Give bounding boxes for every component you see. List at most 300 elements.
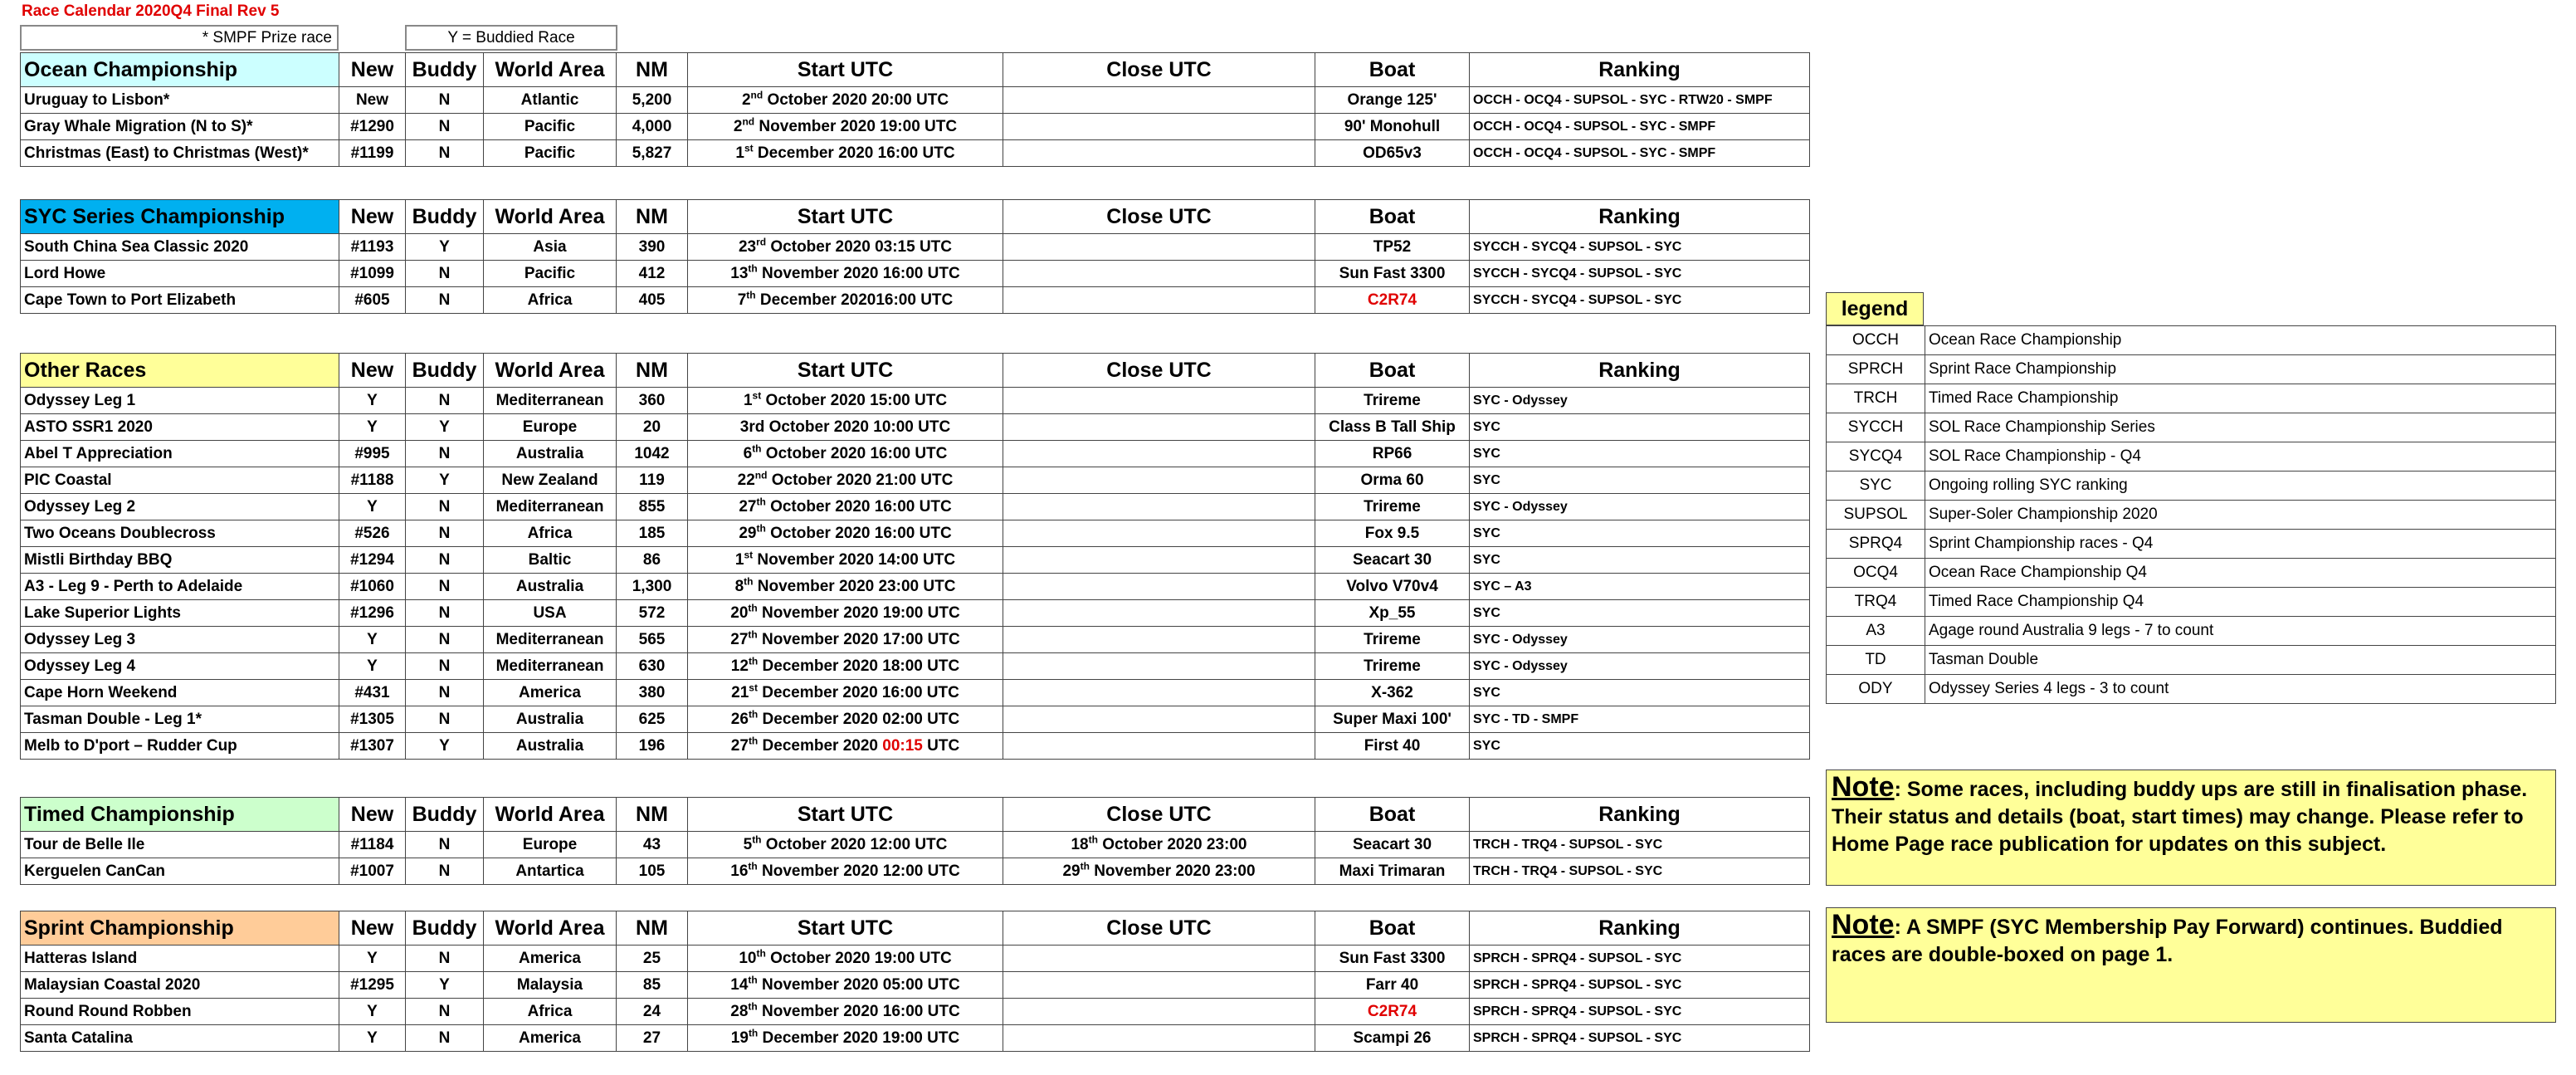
- boat: TP52: [1315, 234, 1470, 261]
- start-utc: [688, 261, 1003, 287]
- start-day: 16: [730, 862, 749, 880]
- section-header-row: [21, 354, 1810, 388]
- legend-code: SPRCH: [1827, 355, 1925, 384]
- distance-nm: 412: [617, 261, 688, 287]
- new-id: Y: [339, 1025, 406, 1052]
- distance-nm: 196: [617, 733, 688, 760]
- legend-row: [1827, 617, 2556, 646]
- start-text: November 2020 17:00 UTC: [757, 630, 960, 648]
- start-text: October 2020 19:00 UTC: [765, 949, 952, 967]
- start-ordinal: st: [744, 549, 754, 561]
- buddy-flag: N: [406, 114, 484, 140]
- column-header: Boat: [1315, 911, 1470, 946]
- new-id: Y: [339, 494, 406, 520]
- new-id: #1007: [339, 858, 406, 885]
- start-utc: [688, 574, 1003, 600]
- column-header: Ranking: [1470, 798, 1810, 832]
- boat: Volvo V70v4: [1315, 574, 1470, 600]
- legend-code: OCCH: [1827, 326, 1925, 355]
- buddy-flag: N: [406, 1025, 484, 1052]
- close-utc: [1003, 972, 1315, 999]
- boat: Seacart 30: [1315, 547, 1470, 574]
- column-header: New: [339, 200, 406, 234]
- column-header: Start UTC: [688, 798, 1003, 832]
- column-header: World Area: [484, 53, 617, 87]
- column-header: Buddy: [406, 53, 484, 87]
- new-id: #431: [339, 680, 406, 706]
- ranking: SYC: [1470, 547, 1810, 574]
- race-row: [21, 388, 1810, 414]
- close-utc: [1003, 494, 1315, 520]
- column-header: Ranking: [1470, 911, 1810, 946]
- race-name: Hatteras Island: [21, 946, 339, 972]
- start-utc: [688, 600, 1003, 627]
- start-utc: [688, 494, 1003, 520]
- world-area: Europe: [484, 414, 617, 441]
- boat: Sun Fast 3300: [1315, 946, 1470, 972]
- start-ordinal: rd: [756, 236, 767, 248]
- column-header: NM: [617, 200, 688, 234]
- world-area: Pacific: [484, 140, 617, 167]
- buddy-flag: N: [406, 441, 484, 467]
- distance-nm: 360: [617, 388, 688, 414]
- start-day: 1: [743, 391, 753, 409]
- close-utc: [1003, 832, 1315, 858]
- start-ordinal: th: [748, 602, 758, 614]
- buddy-flag: Y: [406, 467, 484, 494]
- distance-nm: 24: [617, 999, 688, 1025]
- prize-race-key: * SMPF Prize race: [20, 25, 339, 51]
- race-row: [21, 946, 1810, 972]
- start-day: 27: [730, 630, 749, 648]
- note-label: Note: [1832, 771, 1895, 803]
- start-day: 7: [737, 291, 747, 309]
- world-area: Baltic: [484, 547, 617, 574]
- distance-nm: 565: [617, 627, 688, 653]
- sprint-championship-table: [20, 911, 1810, 1052]
- start-text: November 2020 16:00 UTC: [757, 264, 960, 282]
- buddy-flag: N: [406, 287, 484, 314]
- start-day: 10: [739, 949, 757, 967]
- legend-row: [1827, 442, 2556, 472]
- legend-description: Sprint Championship races - Q4: [1925, 530, 2556, 559]
- start-utc: [688, 972, 1003, 999]
- column-header: NM: [617, 798, 688, 832]
- new-id: #1305: [339, 706, 406, 733]
- start-ordinal: st: [752, 389, 762, 402]
- close-utc: [1003, 1025, 1315, 1052]
- legend-description: Super-Soler Championship 2020: [1925, 501, 2556, 530]
- column-header: New: [339, 53, 406, 87]
- legend-row: [1827, 501, 2556, 530]
- race-name: Two Oceans Doublecross: [21, 520, 339, 547]
- ranking: SYC: [1470, 733, 1810, 760]
- close-utc: [1003, 87, 1315, 114]
- column-header: New: [339, 911, 406, 946]
- race-row: [21, 467, 1810, 494]
- ranking: SYC: [1470, 467, 1810, 494]
- start-text: October 2020 15:00 UTC: [761, 391, 948, 409]
- start-text: November 2020 19:00 UTC: [757, 603, 960, 622]
- close-utc: [1003, 999, 1315, 1025]
- start-day: 26: [730, 710, 749, 728]
- world-area: Africa: [484, 287, 617, 314]
- start-text: November 2020 05:00 UTC: [757, 975, 960, 994]
- start-text: October 2020 20:00 UTC: [763, 90, 949, 109]
- world-area: America: [484, 1025, 617, 1052]
- ranking: SPRCH - SPRQ4 - SUPSOL - SYC: [1470, 1025, 1810, 1052]
- start-utc: [688, 706, 1003, 733]
- world-area: Mediterranean: [484, 627, 617, 653]
- boat: X-362: [1315, 680, 1470, 706]
- ranking: SYC: [1470, 520, 1810, 547]
- close-utc: [1003, 627, 1315, 653]
- race-row: [21, 261, 1810, 287]
- world-area: Mediterranean: [484, 388, 617, 414]
- ranking: SYC - Odyssey: [1470, 494, 1810, 520]
- start-utc: [688, 114, 1003, 140]
- new-id: Y: [339, 999, 406, 1025]
- column-header: New: [339, 798, 406, 832]
- start-text: December 2020 02:00 UTC: [758, 710, 960, 728]
- close-utc: [1003, 653, 1315, 680]
- boat: C2R74: [1315, 287, 1470, 314]
- start-text: November 2020 19:00 UTC: [754, 117, 958, 135]
- timed-championship-table: [20, 797, 1810, 885]
- buddy-flag: N: [406, 946, 484, 972]
- buddy-flag: N: [406, 627, 484, 653]
- boat: Fox 9.5: [1315, 520, 1470, 547]
- start-utc: [688, 234, 1003, 261]
- start-utc: [688, 414, 1003, 441]
- distance-nm: 25: [617, 946, 688, 972]
- legend-title: legend: [1826, 292, 1924, 325]
- column-header: Start UTC: [688, 53, 1003, 87]
- legend-code: A3: [1827, 617, 1925, 646]
- new-id: #1060: [339, 574, 406, 600]
- buddy-flag: N: [406, 87, 484, 114]
- distance-nm: 85: [617, 972, 688, 999]
- start-day: 12: [730, 657, 749, 675]
- world-area: Malaysia: [484, 972, 617, 999]
- start-day: 8: [734, 577, 744, 595]
- boat: 90' Monohull: [1315, 114, 1470, 140]
- legend-row: [1827, 413, 2556, 442]
- ranking: SYC: [1470, 414, 1810, 441]
- close-utc: [1003, 600, 1315, 627]
- ranking: SYC: [1470, 441, 1810, 467]
- ranking: TRCH - TRQ4 - SUPSOL - SYC: [1470, 832, 1810, 858]
- boat: C2R74: [1315, 999, 1470, 1025]
- world-area: Antartica: [484, 858, 617, 885]
- close-utc: [1003, 680, 1315, 706]
- legend-code: ODY: [1827, 675, 1925, 704]
- buddy-flag: N: [406, 999, 484, 1025]
- race-row: [21, 520, 1810, 547]
- column-header: NM: [617, 354, 688, 388]
- start-day: 2: [741, 90, 751, 109]
- close-text: November 2020 23:00: [1089, 862, 1256, 880]
- start-text: November 2020 14:00 UTC: [753, 550, 956, 569]
- ranking: SPRCH - SPRQ4 - SUPSOL - SYC: [1470, 999, 1810, 1025]
- race-name: Tasman Double - Leg 1*: [21, 706, 339, 733]
- legend-description: Tasman Double: [1925, 646, 2556, 675]
- legend-code: SYCCH: [1827, 413, 1925, 442]
- start-day: 13: [730, 264, 749, 282]
- column-header: Start UTC: [688, 200, 1003, 234]
- ranking: SYC - TD - SMPF: [1470, 706, 1810, 733]
- close-utc: [1003, 733, 1315, 760]
- world-area: Australia: [484, 441, 617, 467]
- start-text: October 2020 03:15 UTC: [766, 237, 952, 256]
- start-utc: [688, 140, 1003, 167]
- ranking: OCCH - OCQ4 - SUPSOL - SYC - SMPF: [1470, 114, 1810, 140]
- start-time-highlight: 00:15: [882, 736, 923, 755]
- ranking: SPRCH - SPRQ4 - SUPSOL - SYC: [1470, 946, 1810, 972]
- close-utc: [1003, 140, 1315, 167]
- race-row: [21, 858, 1810, 885]
- column-header: Buddy: [406, 911, 484, 946]
- new-id: #526: [339, 520, 406, 547]
- column-header: Close UTC: [1003, 53, 1315, 87]
- start-text: November 2020 12:00 UTC: [757, 862, 960, 880]
- start-day: 29: [739, 524, 757, 542]
- buddy-flag: N: [406, 574, 484, 600]
- start-day: 21: [731, 683, 749, 701]
- buddy-flag: N: [406, 706, 484, 733]
- legend-code: TRQ4: [1827, 588, 1925, 617]
- ranking: SPRCH - SPRQ4 - SUPSOL - SYC: [1470, 972, 1810, 999]
- start-ordinal: th: [748, 1027, 759, 1039]
- world-area: Africa: [484, 520, 617, 547]
- race-row: [21, 441, 1810, 467]
- start-tail: UTC: [922, 736, 960, 755]
- start-day: 6: [743, 444, 753, 462]
- column-header: Close UTC: [1003, 354, 1315, 388]
- buddy-flag: N: [406, 494, 484, 520]
- column-header: Close UTC: [1003, 200, 1315, 234]
- new-id: #1199: [339, 140, 406, 167]
- race-row: [21, 494, 1810, 520]
- start-day: 1: [735, 144, 744, 162]
- close-utc: [1003, 114, 1315, 140]
- race-row: [21, 627, 1810, 653]
- column-header: NM: [617, 53, 688, 87]
- new-id: #1184: [339, 832, 406, 858]
- race-name: Odyssey Leg 1: [21, 388, 339, 414]
- start-ordinal: nd: [754, 469, 768, 481]
- distance-nm: 27: [617, 1025, 688, 1052]
- start-text: December 2020 16:00 UTC: [757, 683, 959, 701]
- column-header: Boat: [1315, 798, 1470, 832]
- boat: Orange 125': [1315, 87, 1470, 114]
- race-name: Mistli Birthday BBQ: [21, 547, 339, 574]
- start-utc: [688, 999, 1003, 1025]
- boat: Trireme: [1315, 627, 1470, 653]
- start-text: 3rd October 2020 10:00 UTC: [739, 418, 951, 436]
- buddy-flag: N: [406, 858, 484, 885]
- section-header-row: [21, 53, 1810, 87]
- ranking: SYC: [1470, 680, 1810, 706]
- new-id: Y: [339, 653, 406, 680]
- ranking: SYCCH - SYCQ4 - SUPSOL - SYC: [1470, 261, 1810, 287]
- new-id: #1290: [339, 114, 406, 140]
- legend-description: SOL Race Championship - Q4: [1925, 442, 2556, 472]
- legend-row: [1827, 530, 2556, 559]
- ranking: TRCH - TRQ4 - SUPSOL - SYC: [1470, 858, 1810, 885]
- section-header-row: [21, 200, 1810, 234]
- world-area: USA: [484, 600, 617, 627]
- close-day: 18: [1071, 835, 1089, 853]
- close-utc: [1003, 441, 1315, 467]
- syc-series-table: [20, 199, 1810, 314]
- race-name: South China Sea Classic 2020: [21, 234, 339, 261]
- distance-nm: 43: [617, 832, 688, 858]
- note-text: : A SMPF (SYC Membership Pay Forward) continues. Buddied races are double-boxed on page 1.: [1832, 916, 2503, 966]
- legend-row: [1827, 588, 2556, 617]
- world-area: America: [484, 680, 617, 706]
- ranking: OCCH - OCQ4 - SUPSOL - SYC - RTW20 - SMPF: [1470, 87, 1810, 114]
- column-header: Buddy: [406, 200, 484, 234]
- section-title: Timed Championship: [21, 798, 339, 832]
- race-row: [21, 234, 1810, 261]
- close-ordinal: th: [1080, 860, 1090, 872]
- start-utc: [688, 680, 1003, 706]
- race-name: Uruguay to Lisbon*: [21, 87, 339, 114]
- legend-row: [1827, 646, 2556, 675]
- race-name: Cape Town to Port Elizabeth: [21, 287, 339, 314]
- distance-nm: 1042: [617, 441, 688, 467]
- column-header: Boat: [1315, 354, 1470, 388]
- legend-description: Timed Race Championship: [1925, 384, 2556, 413]
- new-id: #1188: [339, 467, 406, 494]
- ocean-championship-table: [20, 52, 1810, 167]
- start-ordinal: th: [756, 522, 766, 535]
- buddy-flag: N: [406, 388, 484, 414]
- start-day: 19: [730, 1029, 749, 1047]
- start-utc: [688, 467, 1003, 494]
- start-day: 27: [739, 497, 757, 516]
- race-row: [21, 653, 1810, 680]
- section-title: Other Races: [21, 354, 339, 388]
- world-area: Mediterranean: [484, 494, 617, 520]
- race-name: Malaysian Coastal 2020: [21, 972, 339, 999]
- legend-row: [1827, 326, 2556, 355]
- section-title: Sprint Championship: [21, 911, 339, 946]
- boat: Class B Tall Ship: [1315, 414, 1470, 441]
- race-row: [21, 114, 1810, 140]
- start-utc: [688, 287, 1003, 314]
- note-text: : Some races, including buddy ups are still in finalisation phase. Their status and details (boat, start times) may change. Please refer to Home Page race publication for updates on this subject.: [1832, 778, 2528, 856]
- new-id: Y: [339, 414, 406, 441]
- new-id: #1307: [339, 733, 406, 760]
- start-utc: [688, 388, 1003, 414]
- race-row: [21, 972, 1810, 999]
- start-text: December 2020 18:00 UTC: [758, 657, 960, 675]
- start-ordinal: th: [748, 1000, 758, 1013]
- world-area: Europe: [484, 832, 617, 858]
- legend-code: TRCH: [1827, 384, 1925, 413]
- distance-nm: 86: [617, 547, 688, 574]
- start-ordinal: th: [748, 655, 759, 667]
- race-name: Cape Horn Weekend: [21, 680, 339, 706]
- race-name: Lord Howe: [21, 261, 339, 287]
- race-name: Odyssey Leg 3: [21, 627, 339, 653]
- close-utc: [1003, 234, 1315, 261]
- new-id: #1099: [339, 261, 406, 287]
- legend-description: Timed Race Championship Q4: [1925, 588, 2556, 617]
- start-ordinal: th: [756, 496, 766, 508]
- boat: Super Maxi 100': [1315, 706, 1470, 733]
- new-id: #605: [339, 287, 406, 314]
- start-day: 28: [730, 1002, 749, 1020]
- legend-code: SYCQ4: [1827, 442, 1925, 472]
- boat: OD65v3: [1315, 140, 1470, 167]
- boat: Seacart 30: [1315, 832, 1470, 858]
- column-header: World Area: [484, 354, 617, 388]
- start-utc: [688, 547, 1003, 574]
- race-name: Gray Whale Migration (N to S)*: [21, 114, 339, 140]
- start-text: November 2020 23:00 UTC: [753, 577, 956, 595]
- distance-nm: 185: [617, 520, 688, 547]
- race-name: Tour de Belle Ile: [21, 832, 339, 858]
- race-name: Kerguelen CanCan: [21, 858, 339, 885]
- buddy-flag: N: [406, 832, 484, 858]
- start-utc: [688, 441, 1003, 467]
- new-id: #1294: [339, 547, 406, 574]
- column-header: Ranking: [1470, 200, 1810, 234]
- column-header: Ranking: [1470, 354, 1810, 388]
- start-ordinal: th: [748, 735, 759, 747]
- race-name: Christmas (East) to Christmas (West)*: [21, 140, 339, 167]
- column-header: Ranking: [1470, 53, 1810, 87]
- legend-description: Ocean Race Championship: [1925, 326, 2556, 355]
- race-row: [21, 547, 1810, 574]
- legend-code: TD: [1827, 646, 1925, 675]
- race-row: [21, 832, 1810, 858]
- column-header: New: [339, 354, 406, 388]
- distance-nm: 405: [617, 287, 688, 314]
- start-ordinal: th: [744, 575, 754, 588]
- start-utc: [688, 946, 1003, 972]
- legend-table: [1826, 325, 2556, 704]
- buddy-flag: Y: [406, 733, 484, 760]
- boat: Scampi 26: [1315, 1025, 1470, 1052]
- race-name: Odyssey Leg 4: [21, 653, 339, 680]
- distance-nm: 105: [617, 858, 688, 885]
- column-header: Close UTC: [1003, 911, 1315, 946]
- new-id: #1295: [339, 972, 406, 999]
- race-row: [21, 733, 1810, 760]
- race-row: [21, 600, 1810, 627]
- document-title: Race Calendar 2020Q4 Final Rev 5: [22, 2, 280, 20]
- section-title: SYC Series Championship: [21, 200, 339, 234]
- close-ordinal: th: [1088, 833, 1098, 846]
- column-header: World Area: [484, 911, 617, 946]
- distance-nm: 855: [617, 494, 688, 520]
- legend-description: SOL Race Championship Series: [1925, 413, 2556, 442]
- note-finalisation: [1826, 770, 2556, 886]
- start-ordinal: th: [752, 833, 762, 846]
- new-id: Y: [339, 627, 406, 653]
- buddy-flag: N: [406, 680, 484, 706]
- world-area: Africa: [484, 999, 617, 1025]
- other-races-table: [20, 353, 1810, 760]
- ranking: SYC – A3: [1470, 574, 1810, 600]
- boat: First 40: [1315, 733, 1470, 760]
- distance-nm: 630: [617, 653, 688, 680]
- section-header-row: [21, 911, 1810, 946]
